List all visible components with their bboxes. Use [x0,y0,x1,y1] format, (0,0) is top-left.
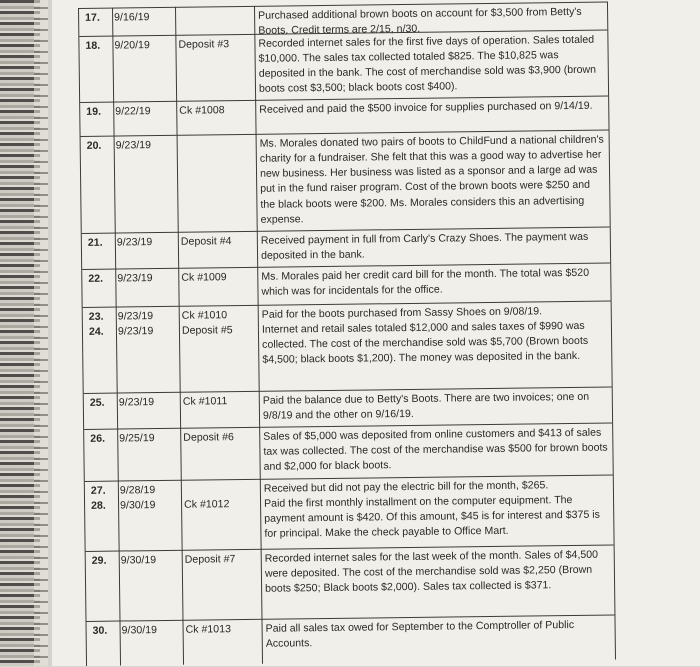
entry-reference [178,9,253,10]
entry-description: Paid all sales tax owed for September to the Comptroller of Public Accounts. [265,618,575,650]
entry-description: Received but did not pay the electric bill for the month, $265. [263,479,549,495]
entry-number: 29. [91,554,107,567]
entry-description: Ms. Morales donated two pairs of boots to ChildFund a national children's charity for a fundraiser. She felt that this was a good way to advertise her new business. Her business was listed as a sponsor and a large ad was put in the fund raiser program. Cost of the brown boots were $250 and the black boots were $200. Ms. Morales considers this an advertising expense. [259,133,604,226]
entry-reference: Deposit #3 [178,38,230,51]
table-row [86,614,615,666]
entry-reference: Deposit #6 [183,431,234,444]
table-row [85,491,614,551]
entry-number: 17. [85,11,100,24]
table-row [81,130,610,234]
entry-description: Received payment in full from Carly's Crazy Shoes. The payment was deposited in the bank. [260,230,589,262]
entry-description: Internet and retail sales totaled $12,000 and sales taxes of $990 was collected. The cost of the merchandise sold was $5,700 (Brown boots $4,500; black boots $1,200). The money was deposited in the bank. [261,319,589,367]
entry-date: 9/23/19 [118,396,155,409]
entry-date: 9/16/19 [114,11,150,24]
entry-date: 9/30/19 [120,554,157,567]
entry-date: 9/23/19 [117,272,153,285]
entry-date: 9/20/19 [114,39,150,52]
entry-reference: Ck #1008 [179,104,225,117]
entry-description: Paid the first monthly installment on the computer equipment. The payment amount is $420. Of this amount, $45 is for interest and $375 is for principal. Make the check payable to Office Mart. [263,493,600,541]
entry-number: 26. [90,432,106,445]
entry-description: Purchased additional brown boots on account for $3,500 from Betty's Boots. Credit terms are 2/15, n/30. [258,5,582,37]
entry-description: Sales of $5,000 was deposited from online customers and $413 of sales tax was collected. The cost of the merchandise was $500 for brown boots and $2,000 for black boots. [263,426,608,474]
entry-reference: Deposit #7 [184,553,236,566]
entry-number: 28. [91,499,106,512]
entry-date: 9/25/19 [119,432,155,445]
entry-reference: Ck #1009 [181,271,227,284]
entry-number: 21. [87,236,103,249]
entry-number: 23. [88,310,104,323]
entry-date: 9/30/19 [121,624,158,637]
table-row [83,317,612,393]
entry-description: Ms. Morales paid her credit card bill for the month. The total was $520 which was for incidentals for the office. [261,266,590,298]
entry-date: 9/28/19 [119,484,156,497]
entry-reference: Ck #1013 [185,623,232,636]
table-row [86,544,615,621]
table-row [84,423,613,482]
entry-date: 9/23/19 [117,310,154,323]
entry-number: 22. [88,272,104,285]
entry-number: 30. [92,624,108,637]
entry-date: 9/23/19 [117,325,154,338]
entry-description: Paid the balance due to Betty's Boots. There are two invoices; one on 9/8/19 and the other on 9/16/19. [262,390,590,422]
entry-number: 24. [88,325,104,338]
entry-number: 18. [85,39,101,52]
entry-description: Recorded internet sales for the last week of the month. Sales of $4,500 were deposited. The cost of the merchandise sold was $2,250 (Brown boots $250; Black boots $2,000). Sales tax collected is $371. [264,548,599,596]
entry-date: 9/23/19 [116,236,153,249]
entry-number: 25. [89,396,105,409]
binding-holes [34,0,48,666]
entry-reference: Ck #1012 [184,498,230,511]
entry-description: Paid for the boots purchased from Sassy Shoes on 9/08/19. [261,305,543,321]
entry-date: 9/22/19 [115,105,151,118]
transactions-table [78,2,616,666]
entry-number: 20. [86,139,102,152]
entry-reference [180,137,255,138]
entry-description: Received and paid the $500 invoice for supplies purchased on 9/14/19. [259,99,593,116]
entry-reference: Ck #1011 [182,395,228,408]
entry-description: Recorded internet sales for the first five days of operation. Sales totaled $10,000. The sales tax collected totaled $825. The $10,825 was deposited in the bank. The cost of merchandise sold was $3,900 (brown boots cost $3,500; black boots cost $400). [258,33,597,96]
entry-reference: Ck #1010 [181,309,228,322]
entry-number: 19. [86,105,102,118]
entry-date: 9/23/19 [115,139,152,152]
entry-reference [184,482,259,483]
table-row [79,30,608,103]
entry-reference: Deposit #5 [181,324,233,337]
entry-reference: Deposit #4 [180,235,232,248]
entry-date: 9/30/19 [120,499,156,512]
entry-number: 27. [90,484,106,497]
